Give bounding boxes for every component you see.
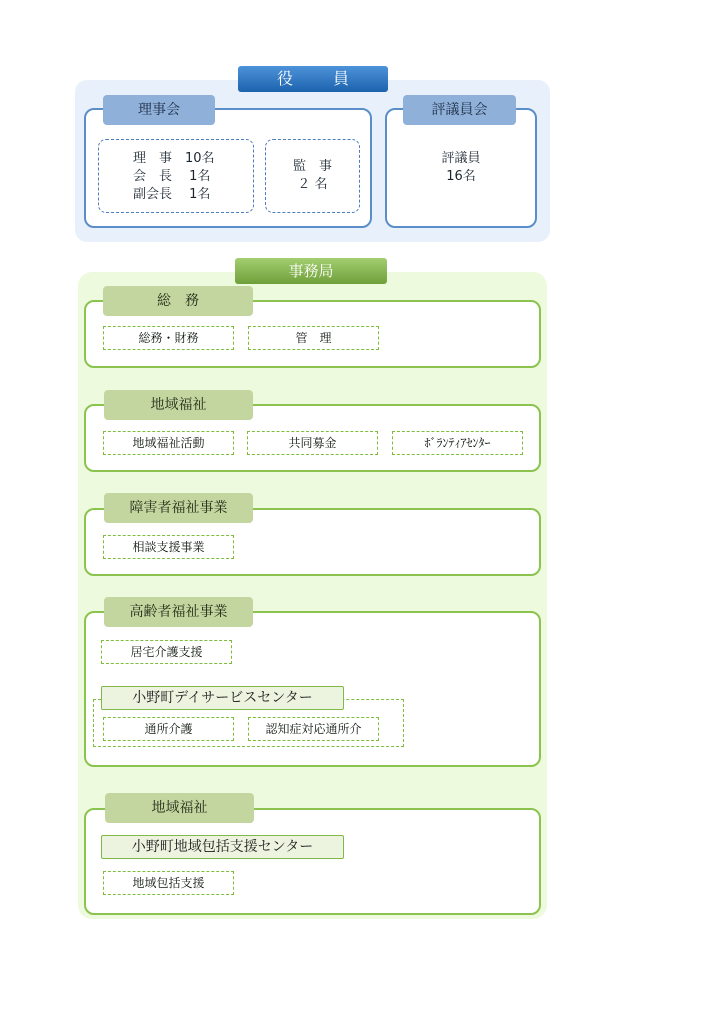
dept-label-community-welfare-2: 地域福祉: [105, 793, 254, 823]
auditors-box: [265, 139, 360, 213]
officers-header: 役 員: [238, 66, 388, 92]
task-community-welfare-activities: 地域福祉活動: [103, 431, 234, 455]
dept-label-disability-welfare: 障害者福祉事業: [104, 493, 253, 523]
task-comprehensive-support: 地域包括支援: [103, 871, 234, 895]
dept-label-community-welfare: 地域福祉: [104, 390, 253, 420]
task-management: 管 理: [248, 326, 379, 350]
board-member-vice-chair: 副会長 1名: [133, 187, 211, 202]
board-members: [98, 139, 254, 213]
day-service-center-label: 小野町デイサービスセンター: [101, 686, 344, 710]
council-label: 評議員会: [403, 95, 516, 125]
council-members: [387, 150, 535, 190]
auditors-count: ２ 名: [297, 177, 328, 192]
auditors-title: 監 事: [292, 159, 332, 174]
task-community-chest: 共同募金: [247, 431, 378, 455]
council-members-count: 16名: [446, 169, 476, 184]
dept-label-general-affairs: 総 務: [103, 286, 253, 316]
task-general-finance: 総務・財務: [103, 326, 234, 350]
board-member-chair: 会 長 1名: [133, 169, 211, 184]
board-member-directors: 理 事 10名: [133, 151, 215, 166]
task-dementia-day-care: 認知症対応通所介: [248, 717, 379, 741]
task-day-care: 通所介護: [103, 717, 234, 741]
council-members-title: 評議員: [441, 151, 481, 166]
comprehensive-support-center-label: 小野町地域包括支援センター: [101, 835, 344, 859]
secretariat-header: 事務局: [235, 258, 387, 284]
dept-label-elderly-welfare: 高齢者福祉事業: [104, 597, 253, 627]
task-home-care-support: 居宅介護支援: [101, 640, 232, 664]
task-volunteer-center: ﾎﾞﾗﾝﾃｨｱｾﾝﾀｰ: [392, 431, 523, 455]
task-consultation-support: 相談支援事業: [103, 535, 234, 559]
board-label: 理事会: [103, 95, 215, 125]
dept-community-welfare-2: [84, 808, 541, 915]
